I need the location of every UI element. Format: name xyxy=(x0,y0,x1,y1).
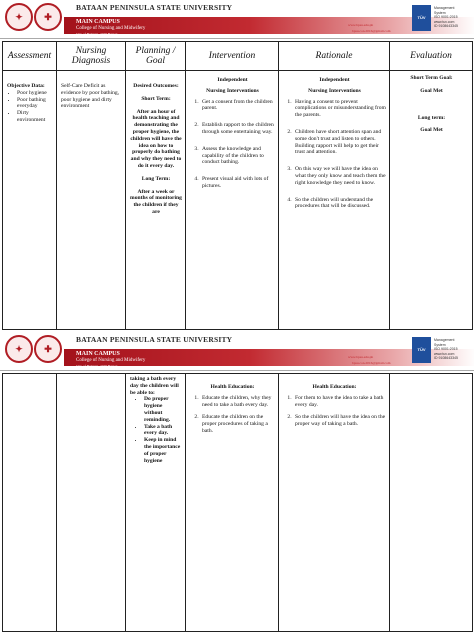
city-address: City of Balanga, 2100 Bataan xyxy=(76,364,118,368)
college-seal-logo: ✚ xyxy=(34,335,62,363)
document-page-2 xyxy=(0,332,474,632)
email-link[interactable]: bpsu.con.2016@gmail.com xyxy=(352,29,391,33)
header-divider xyxy=(0,370,474,371)
rationale-list xyxy=(283,99,386,211)
list-item: 2. Educate the children on the proper procedures of taking a bath. xyxy=(200,414,275,434)
header-divider xyxy=(0,38,474,39)
assessment-cell xyxy=(3,374,57,632)
rationale-subheading: Nursing Interventions xyxy=(308,87,361,94)
list-item: • Take a bath every day. xyxy=(144,424,182,438)
diagnosis-text: Self-Care Deficit as evidence by poor bathing, poor hygiene and dirty environment xyxy=(61,83,120,110)
intervention-subheading: Nursing Interventions xyxy=(206,87,259,94)
list-item: • Poor bathing everyday xyxy=(17,97,53,111)
care-plan-table xyxy=(2,41,473,330)
list-item: 2. So the children will have the idea on the proper way of taking a bath. xyxy=(293,414,386,428)
diagnosis-cell xyxy=(57,374,126,632)
long-term-goal: After a week or months of monitoring the children if they are xyxy=(130,188,182,215)
header-evaluation: Evaluation xyxy=(390,42,473,71)
table-row xyxy=(3,71,473,330)
university-seal-logo: ✦ xyxy=(5,3,33,31)
list-item: 1. Educate the children, why they need to take a bath every day. xyxy=(200,395,275,409)
list-item: • Keep in mind the importance of proper hygiene xyxy=(144,437,182,464)
list-item: 2. Establish rapport to the children through some entertaining way. xyxy=(200,122,275,136)
intervention-list xyxy=(190,395,275,435)
header-assessment: Assessment xyxy=(3,42,57,71)
campus-name: MAIN CAMPUS xyxy=(76,351,120,357)
campus-name: MAIN CAMPUS xyxy=(76,19,120,25)
list-item: • Dirty environment xyxy=(17,110,53,124)
list-item: 4. Present visual aid with lots of pictures. xyxy=(200,176,275,190)
health-education-heading: Health Education: xyxy=(312,384,357,390)
short-term-label: Short Term: xyxy=(141,95,171,102)
planning-cell xyxy=(126,71,186,330)
list-item: • Poor hygiene xyxy=(17,90,53,97)
diagnosis-cell xyxy=(57,71,126,330)
intervention-cell xyxy=(186,71,279,330)
assessment-list xyxy=(7,90,53,124)
university-seal-logo: ✦ xyxy=(5,335,33,363)
intervention-cell xyxy=(186,374,279,632)
university-name: BATAAN PENINSULA STATE UNIVERSITY xyxy=(76,3,233,12)
city-address: City of Balanga, 2100 Bataan xyxy=(76,32,118,36)
website-link[interactable]: www.bpsu.edu.ph xyxy=(348,23,374,27)
header-intervention: Intervention xyxy=(186,42,279,71)
rationale-list xyxy=(283,395,386,428)
list-item: 4. So the children will understand the procedures that will be discussed. xyxy=(293,197,386,211)
planning-continued-text: taking a bath every day the children will be able to: xyxy=(130,376,179,396)
header-diagnosis: Nursing Diagnosis xyxy=(57,42,126,71)
evaluation-cell xyxy=(390,374,473,632)
list-item: • Do proper hygiene without reminding. xyxy=(144,396,182,423)
university-name: BATAAN PENINSULA STATE UNIVERSITY xyxy=(76,335,233,344)
care-plan-table-continued xyxy=(2,373,473,632)
desired-outcomes-label: Desired Outcomes: xyxy=(133,83,179,89)
certification-text: Management System ISO 9001:2015 www.tuv.com ID 9108643345 xyxy=(434,6,458,28)
header-rationale: Rationale xyxy=(279,42,390,71)
health-education-heading: Health Education: xyxy=(210,384,255,390)
table-header-row xyxy=(3,42,473,71)
short-term-goal: After an hour of health teaching and demonstrating the proper hygiene, the children will have the idea on how to properly do bathing and why they need to do it every day. xyxy=(130,108,182,169)
short-term-goal-label: Short Term Goal: xyxy=(410,75,453,81)
email-link[interactable]: bpsu.con.2016@gmail.com xyxy=(352,361,391,365)
college-seal-logo: ✚ xyxy=(34,3,62,31)
short-term-status: Goal Met xyxy=(420,87,443,94)
certification-badge-icon: TÜV xyxy=(412,5,431,31)
long-term-goal-label: Long term: xyxy=(417,114,446,121)
list-item: 3. On this way we will have the idea on what they only know and teach them the right knowledge they need to know. xyxy=(293,166,386,186)
intervention-list xyxy=(190,99,275,190)
list-item: 3. Assess the knowledge and capability of the children to conduct bathing. xyxy=(200,146,275,166)
list-item: 1. Get a consent from the children parent. xyxy=(200,99,275,113)
header-planning: Planning / Goal xyxy=(126,42,186,71)
rationale-cell xyxy=(279,374,390,632)
objective-data-label: Objective Data: xyxy=(7,83,45,89)
assessment-cell xyxy=(3,71,57,330)
college-name: College of Nursing and Midwifery xyxy=(76,26,146,31)
rationale-cell xyxy=(279,71,390,330)
evaluation-cell xyxy=(390,71,473,330)
list-item: 1. Having a consent to prevent complications or misunderstanding from the parents. xyxy=(293,99,386,119)
long-term-status: Goal Met xyxy=(420,127,443,134)
certification-badge-icon: TÜV xyxy=(412,337,431,363)
list-item: 1. For them to have the idea to take a bath every day. xyxy=(293,395,386,409)
college-name: College of Nursing and Midwifery xyxy=(76,358,146,363)
letterhead xyxy=(0,332,474,372)
rationale-heading: Independent xyxy=(319,77,350,83)
planning-cell xyxy=(126,374,186,632)
letterhead xyxy=(0,0,474,40)
certification-text: Management System ISO 9001:2015 www.tuv.com ID 9108643345 xyxy=(434,338,458,360)
long-term-label: Long Term: xyxy=(141,175,171,182)
list-item: 2. Children have short attention span and some don't trust and listen to others. Building rapport will help to get their trust and attention. xyxy=(293,129,386,156)
website-link[interactable]: www.bpsu.edu.ph xyxy=(348,355,374,359)
table-row xyxy=(3,374,473,632)
planning-list xyxy=(130,396,182,464)
intervention-heading: Independent xyxy=(217,77,248,83)
